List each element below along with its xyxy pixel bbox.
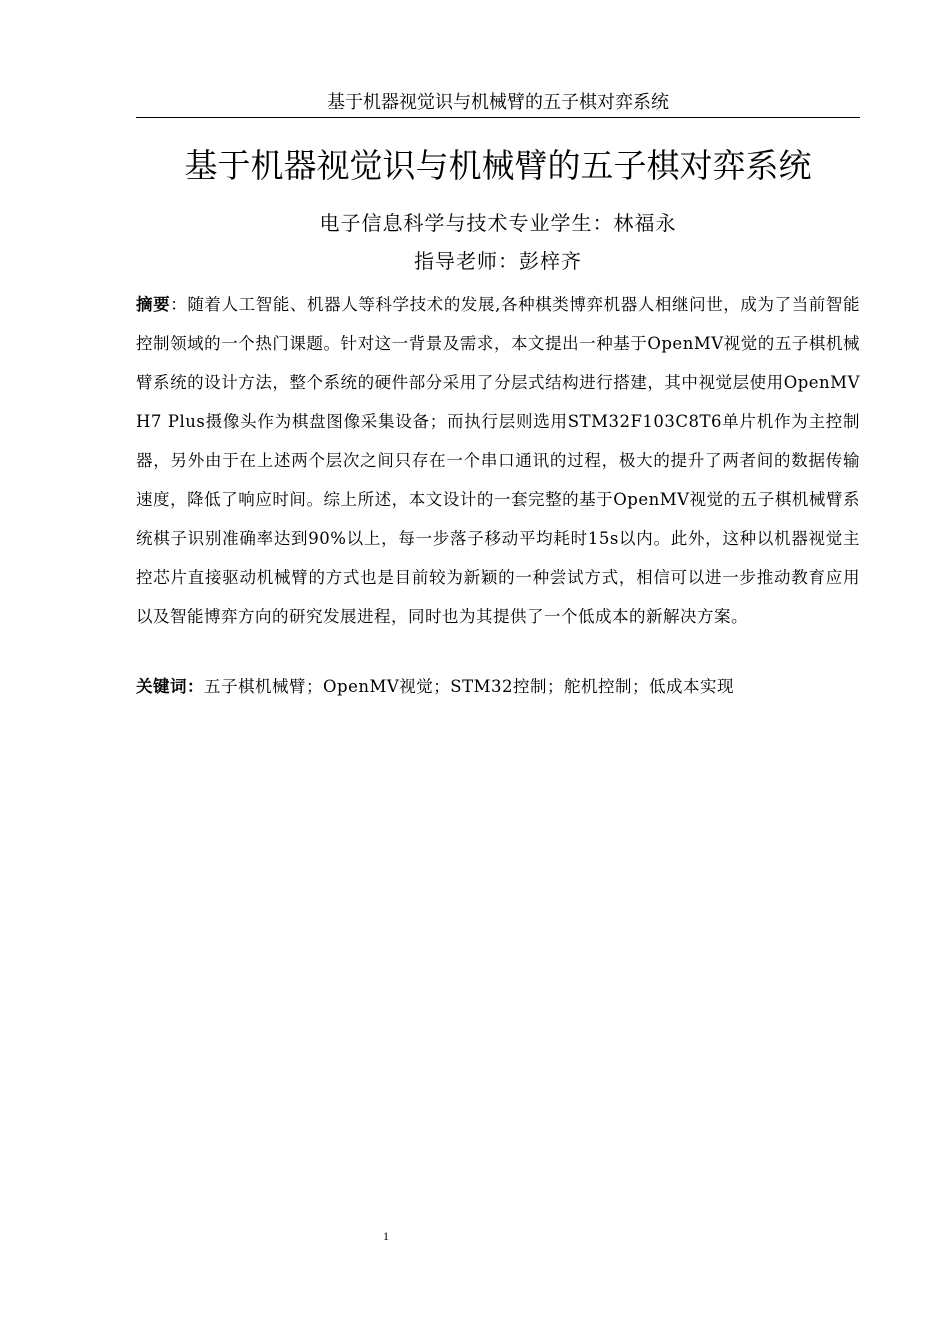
advisor-line: 指导老师：彭梓齐 xyxy=(414,249,582,273)
keywords-label: 关键词 xyxy=(136,677,187,696)
keywords-text: 五子棋机械臂；OpenMV视觉；STM32控制；舵机控制；低成本实现 xyxy=(204,677,734,696)
page-number: 1 xyxy=(383,1229,389,1243)
keywords-line xyxy=(136,672,860,702)
author-line: 电子信息科学与技术专业学生：林福永 xyxy=(319,211,677,235)
keywords-separator: ： xyxy=(187,677,204,696)
paper-title: 基于机器视觉识与机械臂的五子棋对弈系统 xyxy=(184,146,812,185)
abstract-text: 随着人工智能、机器人等科学技术的发展,各种棋类博弈机器人相继问世，成为了当前智能控制领域的一个热门课题。针对这一背景及需求，本文提出一种基于OpenMV视觉的五子棋机械臂系统的设计方法，整个系统的硬件部分采用了分层式结构进行搭建，其中视觉层使用OpenMV H7 Plus摄像头作为棋盘图像采集设备；而执行层则选用STM32F103C8T6单片机作为主控制器，另外由于在上述两个层次之间只存在一个串口通讯的过程，极大的提升了两者间的数据传输速度，降低了响应时间。综上所述，本文设计的一套完整的基于OpenMV视觉的五子棋机械臂系统棋子识别准确率达到90%以上，每一步落子移动平均耗时15s以内。此外，这种以机器视觉主控芯片直接驱动机械臂的方式也是目前较为新颖的一种尝试方式，相信可以进一步推动教育应用以及智能博弈方向的研究发展进程，同时也为其提供了一个低成本的新解决方案。 xyxy=(136,295,861,626)
abstract-label: 摘要 xyxy=(136,295,171,314)
abstract-paragraph xyxy=(136,285,860,636)
running-header: 基于机器视觉识与机械臂的五子棋对弈系统 xyxy=(136,89,860,118)
abstract-separator: ： xyxy=(170,295,188,314)
